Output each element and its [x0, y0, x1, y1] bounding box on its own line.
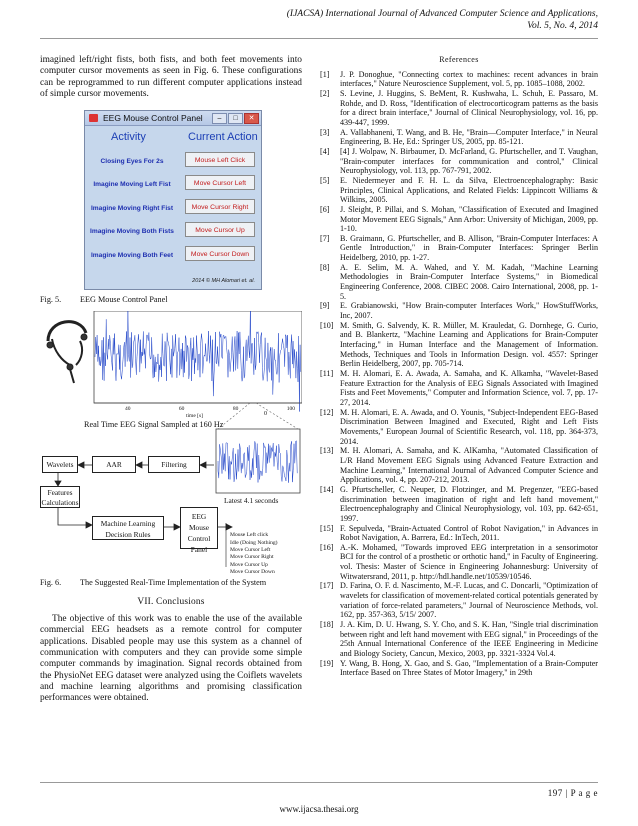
- minimize-icon[interactable]: –: [212, 113, 227, 124]
- features-box: Features Calculations: [41, 488, 79, 508]
- command-list: [230, 532, 278, 576]
- reference-text: A. Vallabhaneni, T. Wang, and B. He, "Brain—Computer Interface," in Neural Engineering, B. He, Ed.: Springer US, 2005, pp. 85-121.: [340, 127, 598, 147]
- mouse-panel-box: EEG Mouse Control Panel: [180, 507, 218, 549]
- reference-text: M. H. Alomari, E. A. Awada, and O. Younis, "Subject-Independent EEG-Based Discrimination Between Imagined and Executed, Right and Left Fists Movements," European Journal of Scientific Research, vol. 118, pp. 364-373, 2014.: [340, 407, 598, 446]
- reference-text: B. Graimann, G. Pfurtscheller, and B. Allison, "Brain-Computer Interfaces: A Gentle Introduction," in Brain-Computer Interfaces: Springer Berlin Heidelberg, 2010, pp. 1-27.: [340, 233, 598, 263]
- reference-item: [320, 301, 598, 320]
- reference-text: A.-K. Mohamed, "Towards improved EEG interpretation in a sensorimotor BCI for the control of a prosthetic or orthotic hand," in Faculty of Engineering. vol. Thesis: Master of Science in Engineering Johannesburg: University of Witwatersrand, 2011, p. http://hdl.handle.net/10539/10546.: [340, 542, 598, 581]
- reference-number: [14]: [320, 484, 334, 494]
- action-button-cursor-left[interactable]: Move Cursor Left: [185, 175, 255, 190]
- fig5-caption: [40, 294, 302, 305]
- wavelets-box: Wavelets: [42, 456, 78, 473]
- reference-item: [320, 408, 598, 447]
- command-item: Idle (Doing Nothing): [230, 539, 278, 546]
- reference-text: E. Grabianowski, "How Brain-computer Interfaces Work," HowStuffWorks, Inc, 2007.: [340, 301, 598, 321]
- axis-tick-label: 80: [232, 406, 239, 413]
- activity-label: Imagine Moving Right Fist: [90, 205, 174, 213]
- reference-item: [320, 620, 598, 659]
- footer-rule: [40, 782, 598, 783]
- window-controls: [212, 113, 259, 124]
- current-action-header: Current Action: [188, 131, 258, 144]
- reference-text: M. H. Alomari, A. Samaha, and K. AlKamha, "Automated Classification of L/R Hand Movement EEG Signals using Advanced Feature Extraction and Machine Learning," International Journal of Advanced Computer Science and Applications, vol. 4, pp. 207-212, 2013.: [340, 446, 598, 485]
- reference-number: [8]: [320, 262, 330, 272]
- reference-number: [17]: [320, 581, 334, 591]
- reference-item: [320, 446, 598, 485]
- action-button-cursor-down[interactable]: Move Cursor Down: [185, 246, 255, 261]
- references-column: [320, 55, 598, 678]
- reference-number: [11]: [320, 369, 334, 378]
- command-item: Move Cursor Right: [230, 554, 274, 561]
- reference-number: [6]: [320, 204, 330, 214]
- action-button-cursor-up[interactable]: Move Cursor Up: [185, 222, 255, 237]
- reference-number: [2]: [320, 88, 330, 98]
- reference-item: [320, 89, 598, 128]
- reference-number: [3]: [320, 127, 330, 137]
- action-button-left-click[interactable]: Mouse Left Click: [185, 152, 255, 167]
- reference-item: [320, 263, 598, 302]
- eeg-signal-trace: [95, 311, 301, 412]
- reference-text: J. Sleight, P. Pillai, and S. Mohan, "Classification of Executed and Imagined Motor Movement EEG Signals," Ann Arbor: University of Michigan, 2009, pp. 1-10.: [340, 204, 598, 234]
- reference-number: [5]: [320, 175, 330, 185]
- reference-list: [320, 70, 598, 678]
- copyright-notice: 2014 © MH Alomari et. al.: [192, 277, 255, 284]
- reference-item: [320, 659, 598, 678]
- reference-number: [19]: [320, 658, 334, 668]
- reference-item: [320, 128, 598, 147]
- conclusion-paragraph: The objective of this work was to enable the use of the available commercial EEG headsets as a remote control for computer applications. Disabled people may use this system as a channel of communication with computers and they can provide some simple computer commands by imagination. Signal records obtained from the PhysioNet EEG dataset were analyzed using the Coiflets wavelets and machine learning algorithms and promising classification performances were obtained.: [40, 614, 302, 704]
- reference-text: J. A. Kim, D. U. Hwang, S. Y. Cho, and S. K. Han, "Single trial discrimination between right and left hand movement with EEG signal," in Proceedings of the 25th Annual International Conference of the IEEE Engineering in Medicine and Biology Society, Cancun, Mexico, 2003, pp. 3321-3324 Vol.4.: [340, 620, 598, 659]
- journal-header: [178, 8, 598, 32]
- reference-number: [15]: [320, 523, 334, 533]
- section-heading: VII. Conclusions: [137, 596, 205, 607]
- command-item: Mouse Left click: [230, 532, 269, 539]
- page-number: 197 | P a g e: [547, 788, 598, 798]
- reference-text: M. H. Alomari, E. A. Awada, A. Samaha, and K. Alkamha, "Wavelet-Based Feature Extraction for the Analysis of EEG Signals Associated with Imagined Fists and Feet Movements," Computer and Information Science, vol. 7, pp. 17-27, 2014.: [340, 369, 598, 407]
- reference-item: [320, 234, 598, 263]
- reference-number: [9]: [320, 301, 330, 311]
- activity-label: Imagine Moving Both Feet: [90, 252, 174, 260]
- reference-text: J. P. Donoghue, "Connecting cortex to machines: recent advances in brain interfaces," Nature Neuroscience Supplement, vol. 5, pp. 1085–1088, 2002.: [340, 69, 598, 89]
- command-item: Move Cursor Down: [230, 568, 275, 575]
- activity-label: Closing Eyes For 2s: [100, 158, 164, 166]
- axis-tick-label: 40: [125, 406, 131, 413]
- reference-item: [320, 147, 598, 176]
- app-icon: [89, 114, 98, 122]
- reference-item: [320, 485, 598, 524]
- reference-number: [4]: [320, 146, 330, 156]
- reference-text: A. E. Selim, M. A. Wahed, and Y. M. Kadah, "Machine Learning Methodologies in Brain-Computer Interface Systems," in Biomedical Engineering Conference, 2008. CIBEC 2008. Cairo International, 2008, pp. 1-5.: [340, 262, 598, 301]
- action-button-cursor-right[interactable]: Move Cursor Right: [185, 199, 255, 214]
- reference-text: G. Pfurtscheller, C. Neuper, D. Flotzinger, and M. Pregenzer, "EEG-based discrimination between imagination of right and left hand movement," Electroencephalography and Clinical Neurophysiology, vol. 103, pp. 642-651, 1997.: [340, 484, 598, 523]
- reference-number: [7]: [320, 233, 330, 243]
- reference-item: [320, 176, 598, 205]
- axis-label: time [s]: [186, 413, 203, 420]
- reference-item: [320, 581, 598, 620]
- reference-text: D. Farina, O. F. d. Nascimento, M.-F. Lucas, and C. Doncarli, "Optimization of wavelets for classification of movement-related cortical potentials generated by variation of force-related parameters," Journal of Neuroscience Methods, vol. 162, pp. 357-363, 5/15/ 2007.: [340, 581, 598, 620]
- activity-label: Imagine Moving Left Fist: [93, 181, 171, 189]
- reference-text: F. Sepulveda, "Brain-Actuated Control of Robot Navigation," in Advances in Robot Navigation, A. Barrera, Ed.: InTech, 2011.: [340, 523, 598, 543]
- command-item: Move Cursor Up: [230, 561, 268, 568]
- left-column: [40, 55, 302, 704]
- footer-url: www.ijacsa.thesai.org: [279, 804, 359, 814]
- references-heading: References: [439, 55, 479, 64]
- reference-item: [320, 369, 598, 408]
- filtering-box: Filtering: [148, 456, 200, 473]
- aar-box: AAR: [92, 456, 136, 473]
- reference-number: [18]: [320, 620, 334, 630]
- reference-item: [320, 321, 598, 369]
- axis-tick: 0: [264, 411, 267, 418]
- fig6-label: Fig. 6.: [40, 578, 62, 588]
- reference-item: [320, 205, 598, 234]
- axis-tick-label: 100: [286, 406, 295, 413]
- fig5-label: Fig. 5.: [40, 295, 62, 305]
- eeg-headset-icon: [47, 322, 87, 383]
- axis-tick-label: 60: [178, 406, 185, 413]
- activity-label: Imagine Moving Both Fists: [90, 228, 174, 236]
- window-title: EEG Mouse Control Panel: [103, 113, 203, 124]
- panel-body: [85, 126, 261, 289]
- fig5-caption-text: EEG Mouse Control Panel: [80, 295, 168, 305]
- reference-number: [10]: [320, 320, 334, 330]
- system-diagram: [40, 311, 302, 573]
- reference-item: [320, 524, 598, 543]
- reference-text: [4] J. Wolpaw, N. Birbaumer, D. McFarland, G. Pfurtscheller, and T. Vaughan, "Brain-computer interfaces for communication and control," Clinical Neurophysiology, vol. 113, pp. 767-791, 2002.: [340, 146, 598, 176]
- window-titlebar: [85, 111, 261, 126]
- body-paragraph: imagined left/right fists, both fists, and both feet movements into computer cursor movements as seen in Fig. 6. These configurations can be reprogrammed to run different computer applications instead of simple cursor movements.: [40, 55, 302, 99]
- reference-text: S. Levine, J. Huggins, S. BeMent, R. Kushwaha, L. Schuh, E. Passaro, M. Rohde, and D. Ross, "Identification of electrocorticogram patterns as the basis for a direct brain interface," Journal of Clinical Neurophysiology, vol. 16, pp. 439-447, 1999.: [340, 88, 598, 127]
- reference-text: M. Smith, G. Salvendy, K. R. Müller, M. Krauledat, G. Dornhege, G. Curio, and B. Blankertz, "Machine Learning and Applications for Brain-Computer Interfacing," in Human Interface and the Management of Information. Methods, Techniques and Tools in Information Design. vol. 4557: Springer Berlin Heidelberg, 2007, pp. 705-714.: [340, 320, 598, 369]
- journal-header-line2: Vol. 5, No. 4, 2014: [527, 21, 598, 31]
- reference-number: [16]: [320, 542, 334, 552]
- ml-box: Machine Learning Decision Rules: [92, 516, 164, 540]
- reference-number: [13]: [320, 446, 334, 456]
- reference-item: [320, 543, 598, 582]
- reference-number: [1]: [320, 69, 330, 79]
- latest-window-label: Latest 4.1 seconds: [224, 496, 279, 506]
- reference-item: [320, 70, 598, 89]
- reference-text: E. Niedermeyer and F. H. L. da Silva, Electroencephalography: Basic Principles, Clinical Applications, and Related Fields: Lippincott Williams & Wilkins, 2005.: [340, 175, 598, 205]
- activity-header: Activity: [111, 131, 146, 144]
- fig6-caption: [40, 577, 302, 588]
- command-item: Move Cursor Left: [230, 547, 271, 554]
- close-icon[interactable]: ✕: [244, 113, 259, 124]
- maximize-icon[interactable]: □: [228, 113, 243, 124]
- fig6-caption-text: The Suggested Real-Time Implementation of the System: [80, 578, 267, 588]
- header-rule: [40, 38, 598, 39]
- reference-number: [12]: [320, 407, 334, 417]
- eeg-mouse-control-panel-window: [84, 110, 262, 290]
- journal-header-line1: (IJACSA) International Journal of Advanced Computer Science and Applications,: [286, 9, 598, 19]
- reference-text: Y. Wang, B. Hong, X. Gao, and S. Gao, "Implementation of a Brain-Computer Interface Based on Three States of Motor Imagery," in 29th: [340, 658, 598, 678]
- signal-caption: Real Time EEG Signal Sampled at 160 Hz: [84, 420, 224, 430]
